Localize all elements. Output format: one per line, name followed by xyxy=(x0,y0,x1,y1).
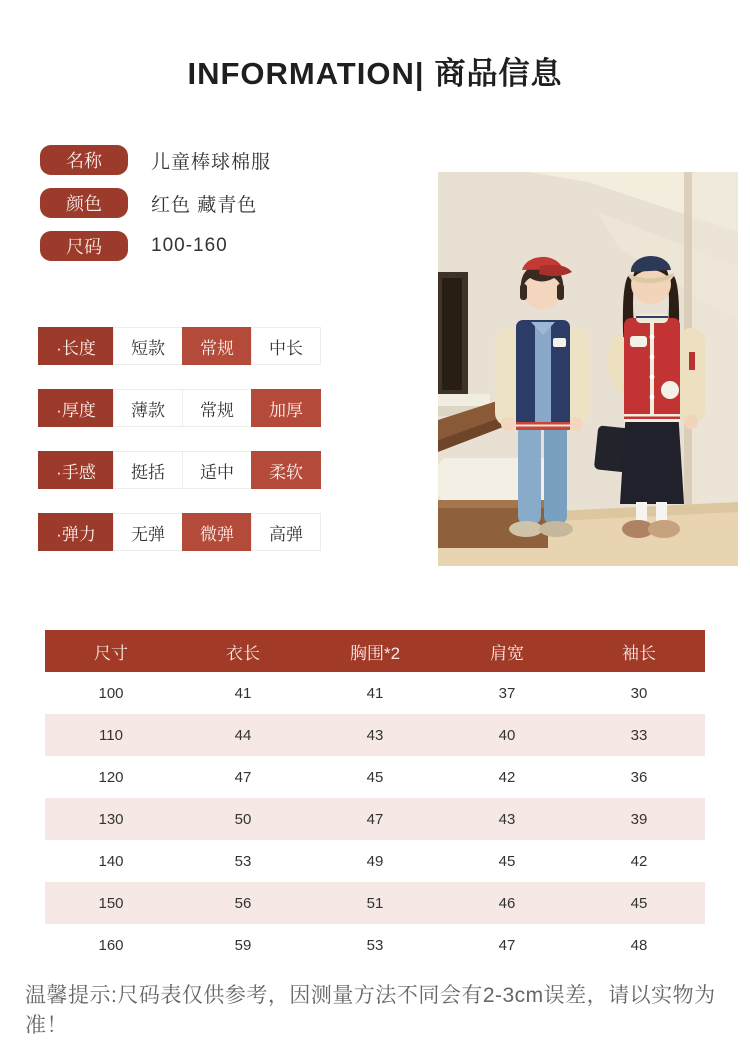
attribute-row xyxy=(40,145,271,175)
option-choice[interactable]: 薄款 xyxy=(113,389,183,427)
size-table-row xyxy=(45,882,705,924)
option-choice[interactable]: 中长 xyxy=(251,327,321,365)
size-table-row xyxy=(45,756,705,798)
size-table-header-cell: 尺寸 xyxy=(94,643,128,663)
size-table-row xyxy=(45,840,705,882)
size-table-cell: 46 xyxy=(498,894,516,912)
size-table-header-cell: 肩宽 xyxy=(490,643,524,663)
attribute-label-badge: 颜色 xyxy=(40,188,128,218)
option-choice[interactable]: 无弹 xyxy=(113,513,183,551)
page-title-zh: 商品信息 xyxy=(434,56,563,91)
option-choice[interactable]: 加厚 xyxy=(251,389,321,427)
attributes-list xyxy=(40,145,271,261)
size-table-cell: 150 xyxy=(98,894,124,912)
size-table-row xyxy=(45,714,705,756)
size-table-row xyxy=(45,672,705,714)
size-table-cell: 36 xyxy=(630,768,648,786)
option-group-label: ·厚度 xyxy=(38,389,114,427)
size-table-cell: 53 xyxy=(234,852,252,870)
size-table-cell: 140 xyxy=(98,852,124,870)
size-table-cell: 45 xyxy=(498,852,516,870)
option-choice[interactable]: 适中 xyxy=(182,451,252,489)
option-choice[interactable]: 挺括 xyxy=(113,451,183,489)
size-table-cell: 40 xyxy=(498,726,516,744)
size-table-cell: 39 xyxy=(630,810,648,828)
size-table-cell: 100 xyxy=(98,684,124,702)
product-photo-illustration xyxy=(438,172,738,566)
page-title-en: INFORMATION| xyxy=(187,56,425,91)
option-group-label: ·弹力 xyxy=(38,513,114,551)
page-title xyxy=(0,48,750,93)
size-table-cell: 47 xyxy=(498,936,516,954)
option-groups xyxy=(38,327,321,551)
option-row xyxy=(38,327,321,365)
size-table-cell: 160 xyxy=(98,936,124,954)
option-choice[interactable]: 常规 xyxy=(182,389,252,427)
option-row xyxy=(38,513,321,551)
size-table-cell: 45 xyxy=(366,768,384,786)
size-table xyxy=(45,630,705,966)
size-table-cell: 45 xyxy=(630,894,648,912)
size-table-row xyxy=(45,798,705,840)
option-row xyxy=(38,451,321,489)
size-table-row xyxy=(45,924,705,966)
footer-note: 温馨提示:尺码表仅供参考，因测量方法不同会有2-3cm误差，请以实物为准！ xyxy=(25,984,716,1037)
attribute-value: 100-160 xyxy=(151,235,228,256)
size-table-cell: 47 xyxy=(234,768,252,786)
size-table-cell: 33 xyxy=(630,726,648,744)
size-table-cell: 43 xyxy=(498,810,516,828)
size-table-header-cell: 衣长 xyxy=(226,643,260,663)
size-table-cell: 120 xyxy=(98,768,124,786)
option-choice[interactable]: 微弹 xyxy=(182,513,252,551)
option-group-label: ·长度 xyxy=(38,327,114,365)
size-table-header-cell: 胸围*2 xyxy=(349,643,401,663)
attribute-row xyxy=(40,188,271,218)
attribute-value: 儿童棒球棉服 xyxy=(151,151,272,173)
size-table-header-cell: 袖长 xyxy=(622,643,656,663)
attribute-label-badge: 尺码 xyxy=(40,231,128,261)
attribute-row xyxy=(40,231,271,261)
size-table-cell: 42 xyxy=(630,852,648,870)
size-table-cell: 42 xyxy=(498,768,516,786)
option-choice[interactable]: 短款 xyxy=(113,327,183,365)
size-table-cell: 48 xyxy=(630,936,648,954)
attribute-value: 红色 藏青色 xyxy=(151,194,258,216)
size-table-cell: 41 xyxy=(366,684,384,702)
size-table-header-row xyxy=(45,630,705,672)
size-table-cell: 59 xyxy=(234,936,252,954)
option-choice[interactable]: 柔软 xyxy=(251,451,321,489)
option-row xyxy=(38,389,321,427)
option-group-label: ·手感 xyxy=(38,451,114,489)
size-table-cell: 51 xyxy=(366,894,384,912)
size-table-cell: 53 xyxy=(366,936,384,954)
size-table-cell: 56 xyxy=(234,894,252,912)
size-table-cell: 43 xyxy=(366,726,384,744)
size-table-cell: 110 xyxy=(99,726,123,744)
size-table-cell: 30 xyxy=(630,684,648,702)
size-table-cell: 44 xyxy=(234,726,252,744)
option-choice[interactable]: 常规 xyxy=(182,327,252,365)
attribute-label-badge: 名称 xyxy=(40,145,128,175)
size-table-cell: 49 xyxy=(366,852,384,870)
product-photo xyxy=(438,172,738,566)
option-choice[interactable]: 高弹 xyxy=(251,513,321,551)
size-table-cell: 41 xyxy=(234,684,252,702)
size-table-cell: 47 xyxy=(366,810,384,828)
size-table-cell: 50 xyxy=(234,810,252,828)
size-table-cell: 37 xyxy=(498,684,516,702)
size-table-cell: 130 xyxy=(98,810,124,828)
